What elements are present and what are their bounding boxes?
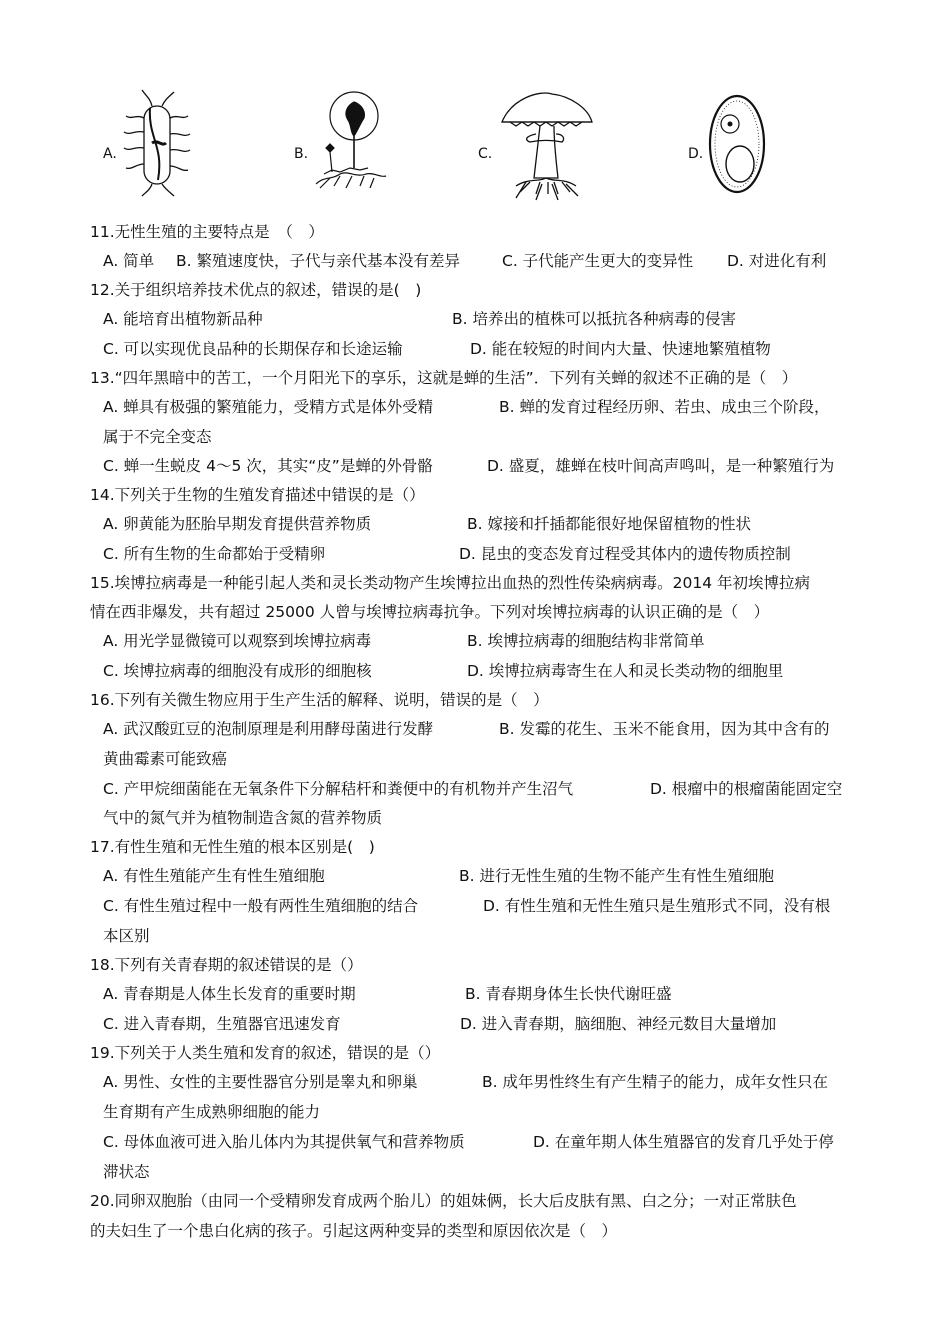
- figure-row: [0, 88, 950, 208]
- option-a[interactable]: A. 青春期是人体生长发育的重要时期: [103, 985, 356, 1003]
- mushroom-icon: [496, 88, 596, 202]
- option-c[interactable]: C. 产甲烷细菌能在无氧条件下分解秸杆和粪便中的有机物并产生沼气: [103, 780, 574, 798]
- figure-label: D.: [688, 146, 704, 162]
- option-c[interactable]: C. 可以实现优良品种的长期保存和长途运输: [103, 340, 403, 358]
- figure-d: [686, 88, 786, 206]
- option-d[interactable]: D. 盛夏，雄蝉在枝叶间高声鸣叫，是一种繁殖行为: [487, 457, 835, 475]
- option-d[interactable]: D. 有性生殖和无性生殖只是生殖形式不同，没有根: [483, 897, 831, 915]
- yeast-icon: [702, 88, 772, 198]
- option-b[interactable]: B. 进行无性生殖的生物不能产生有性生殖细胞: [459, 867, 774, 885]
- question-stem: 18.下列有关青春期的叙述错误的是（）: [90, 956, 363, 974]
- question-stem-continued: 情在西非爆发，共有超过 25000 人曾与埃博拉病毒抗争。下列对埃博拉病毒的认识正确的是（ ）: [90, 603, 770, 621]
- option-b[interactable]: B. 青春期身体生长快代谢旺盛: [465, 985, 672, 1003]
- option-a[interactable]: A. 武汉酸豇豆的泡制原理是利用酵母菌进行发酵: [103, 720, 434, 738]
- option-d[interactable]: D. 进入青春期，脑细胞、神经元数目大量增加: [460, 1015, 777, 1033]
- option-b[interactable]: B. 埃博拉病毒的细胞结构非常简单: [467, 632, 705, 650]
- option-c[interactable]: C. 子代能产生更大的变异性: [502, 252, 694, 270]
- option-a[interactable]: A. 卵黄能为胚胎早期发育提供营养物质: [103, 515, 372, 533]
- option-a[interactable]: A. 简单: [103, 252, 155, 270]
- option-c[interactable]: C. 蝉一生蜕皮 4～5 次，其实“皮”是蝉的外骨骼: [103, 457, 433, 475]
- figure-a: [100, 88, 210, 206]
- option-d-continued: 气中的氮气并为植物制造含氮的营养物质: [103, 809, 383, 827]
- question-stem: 20.同卵双胞胎（由同一个受精卵发育成两个胎儿）的姐妹俩，长大后皮肤有黑、白之分；一对正常肤色: [90, 1192, 797, 1210]
- option-d[interactable]: D. 昆虫的变态发育过程受其体内的遗传物质控制: [459, 545, 791, 563]
- option-b[interactable]: B. 嫁接和扦插都能很好地保留植物的性状: [467, 515, 751, 533]
- option-a[interactable]: A. 有性生殖能产生有性生殖细胞: [103, 867, 325, 885]
- option-b[interactable]: B. 繁殖速度快，子代与亲代基本没有差异: [176, 252, 460, 270]
- option-d[interactable]: D. 对进化有利: [727, 252, 827, 270]
- option-d-continued: 本区别: [103, 927, 150, 945]
- option-d[interactable]: D. 根瘤中的根瘤菌能固定空: [650, 780, 843, 798]
- option-b[interactable]: B. 发霉的花生、玉米不能食用，因为其中含有的: [499, 720, 830, 738]
- question-stem: 19.下列关于人类生殖和发育的叙述，错误的是（）: [90, 1044, 441, 1062]
- question-stem: 11.无性生殖的主要特点是 （ ）: [90, 223, 324, 241]
- figure-c: [476, 88, 596, 206]
- option-c[interactable]: C. 所有生物的生命都始于受精卵: [103, 545, 326, 563]
- option-a[interactable]: A. 用光学显微镜可以观察到埃博拉病毒: [103, 632, 372, 650]
- question-stem: 12.关于组织培养技术优点的叙述，错误的是( ): [90, 281, 422, 299]
- option-c[interactable]: C. 母体血液可进入胎儿体内为其提供氧气和营养物质: [103, 1133, 465, 1151]
- option-d[interactable]: D. 埃博拉病毒寄生在人和灵长类动物的细胞里: [467, 662, 784, 680]
- question-stem: 13.“四年黑暗中的苦工，一个月阳光下的享乐，这就是蝉的生活”．下列有关蝉的叙述不正确的是（ ）: [90, 369, 798, 387]
- mold-icon: [310, 88, 390, 198]
- option-c[interactable]: C. 埃博拉病毒的细胞没有成形的细胞核: [103, 662, 372, 680]
- figure-label: A.: [103, 146, 117, 162]
- option-c[interactable]: C. 进入青春期，生殖器官迅速发育: [103, 1015, 341, 1033]
- figure-label: B.: [294, 146, 309, 162]
- question-stem: 14.下列关于生物的生殖发育描述中错误的是（）: [90, 486, 425, 504]
- option-b-continued: 属于不完全变态: [103, 428, 212, 446]
- option-d-continued: 滞状态: [103, 1163, 150, 1181]
- option-d[interactable]: D. 在童年期人体生殖器官的发育几乎处于停: [533, 1133, 834, 1151]
- option-b[interactable]: B. 蝉的发育过程经历卵、若虫、成虫三个阶段，: [499, 398, 830, 416]
- figure-b: [292, 88, 402, 206]
- figure-label: C.: [478, 146, 493, 162]
- bacterium-icon: [122, 88, 192, 198]
- option-c[interactable]: C. 有性生殖过程中一般有两性生殖细胞的结合: [103, 897, 419, 915]
- option-b-continued: 生育期有产生成熟卵细胞的能力: [103, 1103, 321, 1121]
- option-a[interactable]: A. 蝉具有极强的繁殖能力，受精方式是体外受精: [103, 398, 434, 416]
- question-stem: 15.埃博拉病毒是一种能引起人类和灵长类动物产生埃博拉出血热的烈性传染病病毒。2014 年初埃博拉病: [90, 574, 811, 592]
- question-stem-continued: 的夫妇生了一个患白化病的孩子。引起这两种变异的类型和原因依次是（ ）: [90, 1222, 618, 1240]
- option-b[interactable]: B. 培养出的植株可以抵抗各种病毒的侵害: [452, 310, 736, 328]
- option-b[interactable]: B. 成年男性终生有产生精子的能力，成年女性只在: [482, 1073, 828, 1091]
- option-b-continued: 黄曲霉素可能致癌: [103, 750, 228, 768]
- question-stem: 16.下列有关微生物应用于生产生活的解释、说明，错误的是（ ）: [90, 691, 549, 709]
- option-a[interactable]: A. 能培育出植物新品种: [103, 310, 263, 328]
- option-d[interactable]: D. 能在较短的时间内大量、快速地繁殖植物: [470, 340, 771, 358]
- question-stem: 17.有性生殖和无性生殖的根本区别是( ): [90, 838, 375, 856]
- option-a[interactable]: A. 男性、女性的主要性器官分别是睾丸和卵巢: [103, 1073, 418, 1091]
